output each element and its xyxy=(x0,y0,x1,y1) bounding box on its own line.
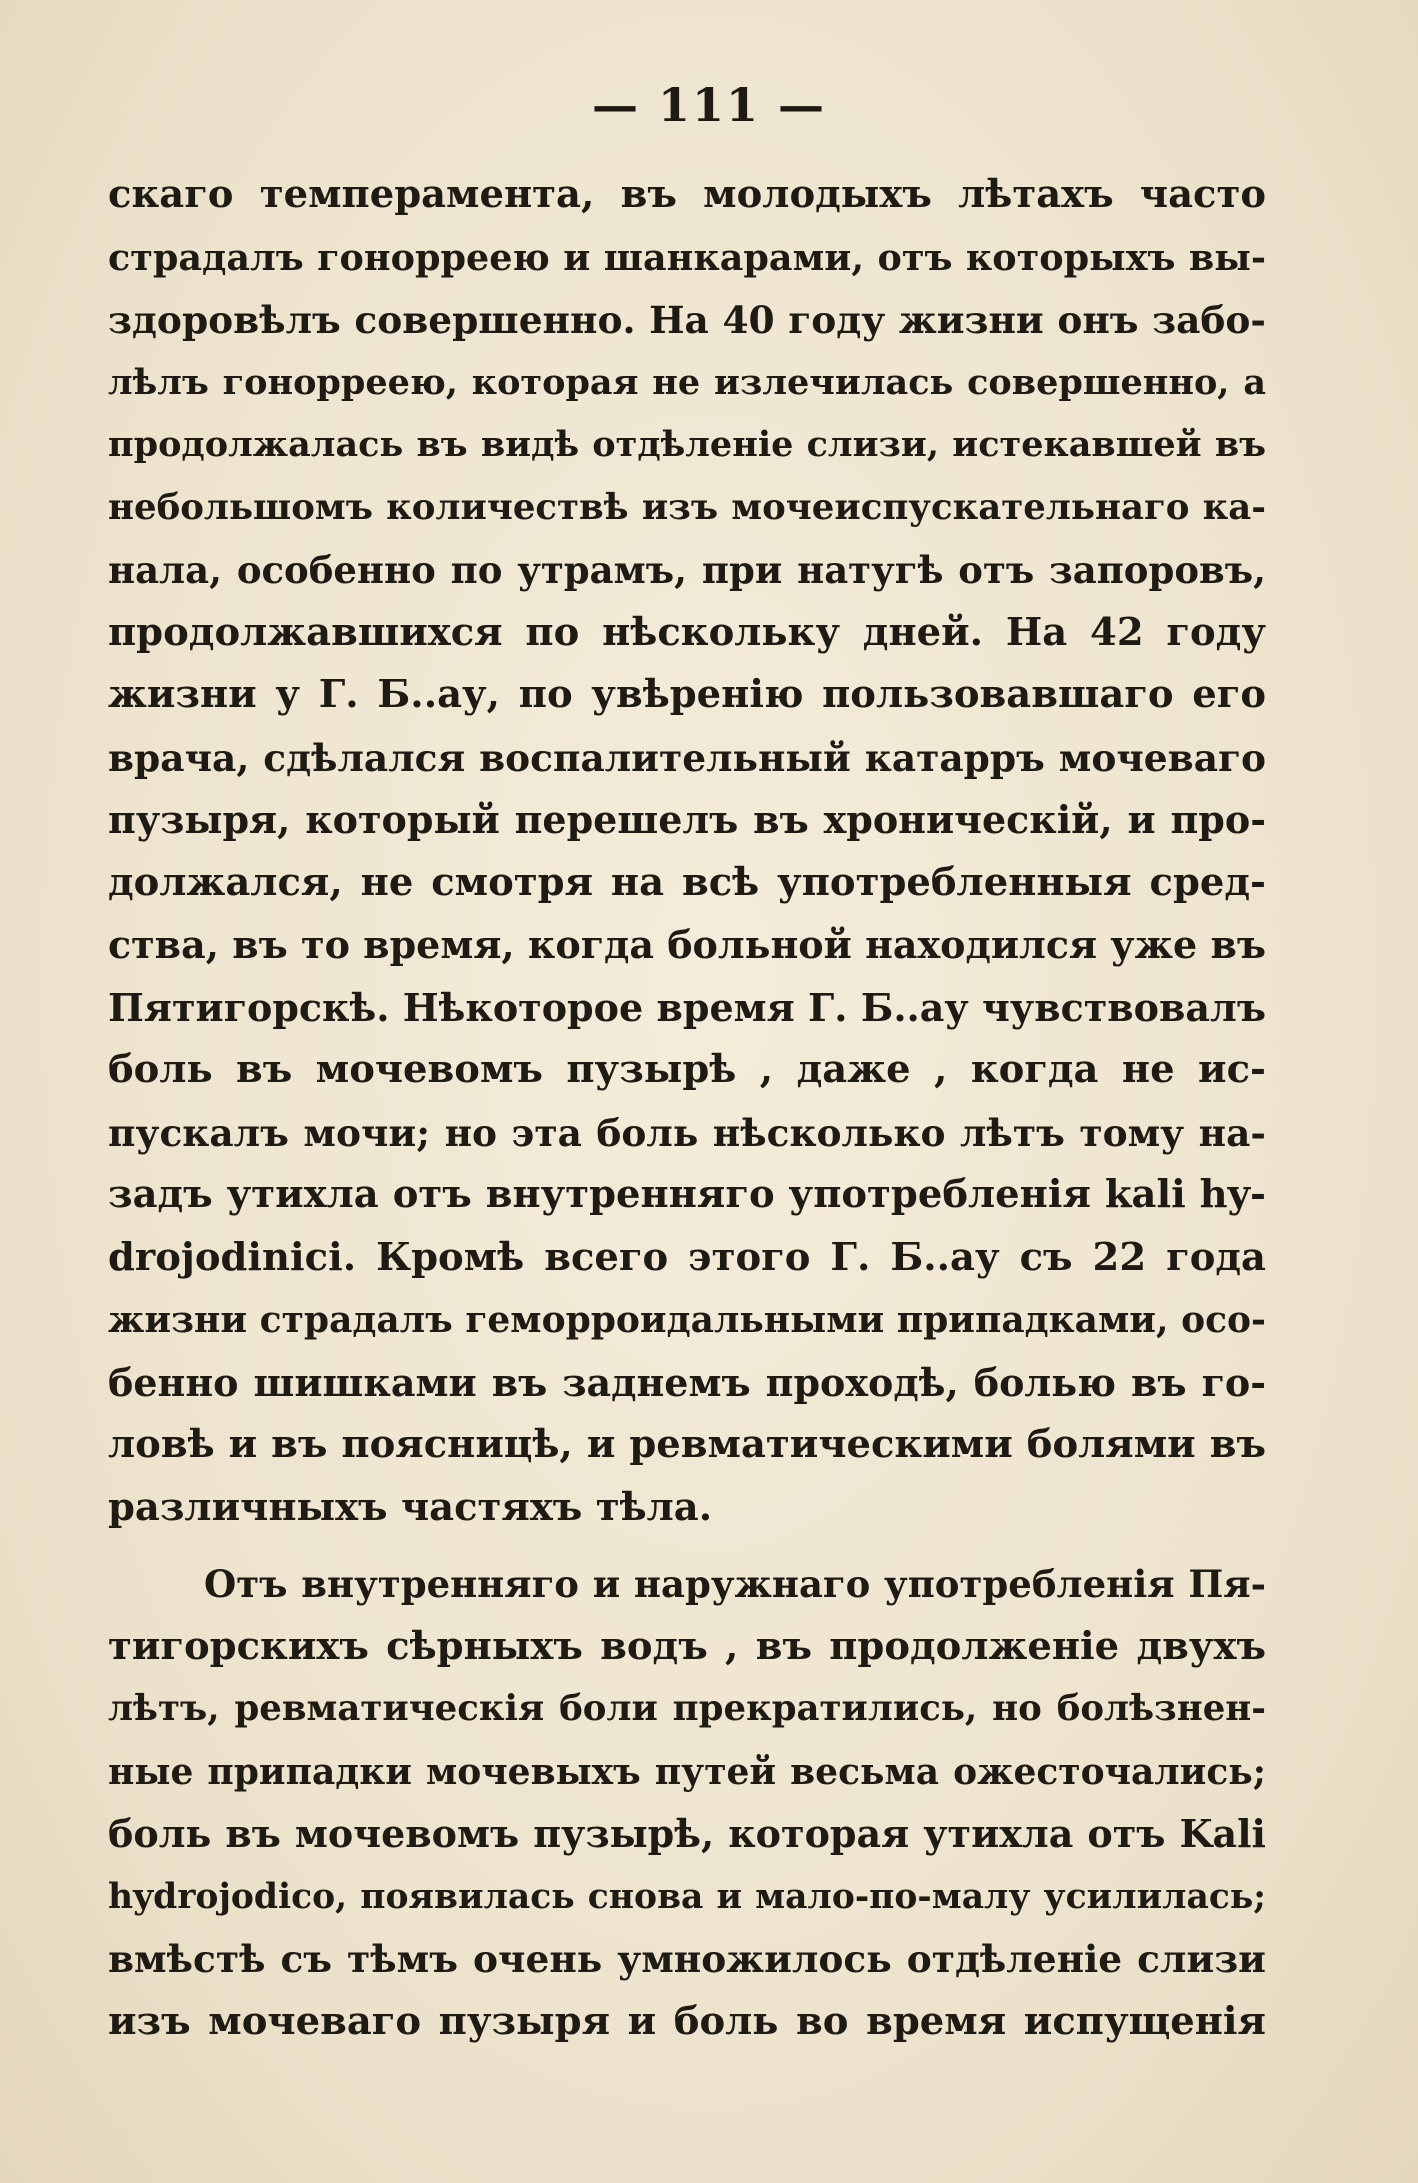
text-line: продолжавшихся по нѣскольку дней. На 42 году xyxy=(108,609,1266,655)
text-line: врача, сдѣлался воспалительный катарръ мочеваго xyxy=(108,735,1266,780)
text-line: жизни страдалъ геморроидальными припадками, осо- xyxy=(108,1299,1266,1341)
text-line: должался, не смотря на всѣ употребленныя сред- xyxy=(108,859,1266,905)
text-line: лѣтъ, ревматическія боли прекратились, но болѣзнен- xyxy=(108,1688,1266,1729)
text-line: пузыря, который перешелъ въ хроническій, и про- xyxy=(108,797,1266,842)
text-line: ства, въ то время, когда больной находился уже въ xyxy=(108,922,1266,967)
text-line: тигорскихъ сѣрныхъ водъ , въ продолженіе двухъ xyxy=(108,1623,1266,1669)
text-line: небольшомъ количествѣ изъ мочеиспускательнаго ка- xyxy=(108,486,1266,528)
page-number: — 111 — xyxy=(591,78,827,132)
text-line: hydrojodico, появилась снова и мало-по-малу усилилась; xyxy=(108,1876,1266,1917)
text-line: Отъ внутренняго и наружнаго употребленія Пя- xyxy=(204,1562,1266,1606)
text-line: бенно шишками въ заднемъ проходѣ, болью въ го- xyxy=(108,1359,1266,1405)
text-line: боль въ мочевомъ пузырѣ , даже , когда не ис- xyxy=(108,1047,1266,1092)
text-line: изъ мочеваго пузыря и боль во время испущенія xyxy=(108,1998,1266,2044)
text-line: продолжалась въ видѣ отдѣленіе слизи, истекавшей въ xyxy=(108,424,1266,465)
text-line: ные припадки мочевыхъ путей весьма ожесточались; xyxy=(108,1750,1266,1793)
paragraph-gap xyxy=(108,1539,1266,1553)
text-line: скаго темперамента, въ молодыхъ лѣтахъ часто xyxy=(108,172,1266,217)
text-line: жизни у Г. Б..ау, по увѣренію пользовавшаго его xyxy=(108,672,1266,717)
text-line: лѣлъ гонорреею, которая не излечилась совершенно, а xyxy=(108,361,1266,403)
text-line: ловѣ и въ поясницѣ, и ревматическими болями въ xyxy=(108,1422,1266,1467)
text-line: drojodinici. Кромѣ всего этого Г. Б..ау съ 22 года xyxy=(108,1234,1266,1280)
text-line: вмѣстѣ съ тѣмъ очень умножилось отдѣленіе слизи xyxy=(108,1937,1266,1981)
text-line: боль въ мочевомъ пузырѣ, которая утихла отъ Kali xyxy=(108,1811,1266,1856)
text-line: здоровѣлъ совершенно. На 40 году жизни онъ забо- xyxy=(108,298,1266,342)
text-line: различныхъ частяхъ тѣла. xyxy=(108,1484,713,1530)
text-line: пускалъ мочи; но эта боль нѣсколько лѣтъ тому на- xyxy=(108,1110,1266,1155)
text-line: Пятигорскѣ. Нѣкоторое время Г. Б..ау чувствовалъ xyxy=(108,984,1266,1030)
body-text xyxy=(108,164,1266,2053)
text-line: задъ утихла отъ внутренняго употребленія kali hy- xyxy=(108,1172,1266,1217)
text-line: страдалъ гонорреею и шанкарами, отъ которыхъ вы- xyxy=(108,235,1266,279)
text-line: нала, особенно по утрамъ, при натугѣ отъ запоровъ, xyxy=(108,548,1266,592)
